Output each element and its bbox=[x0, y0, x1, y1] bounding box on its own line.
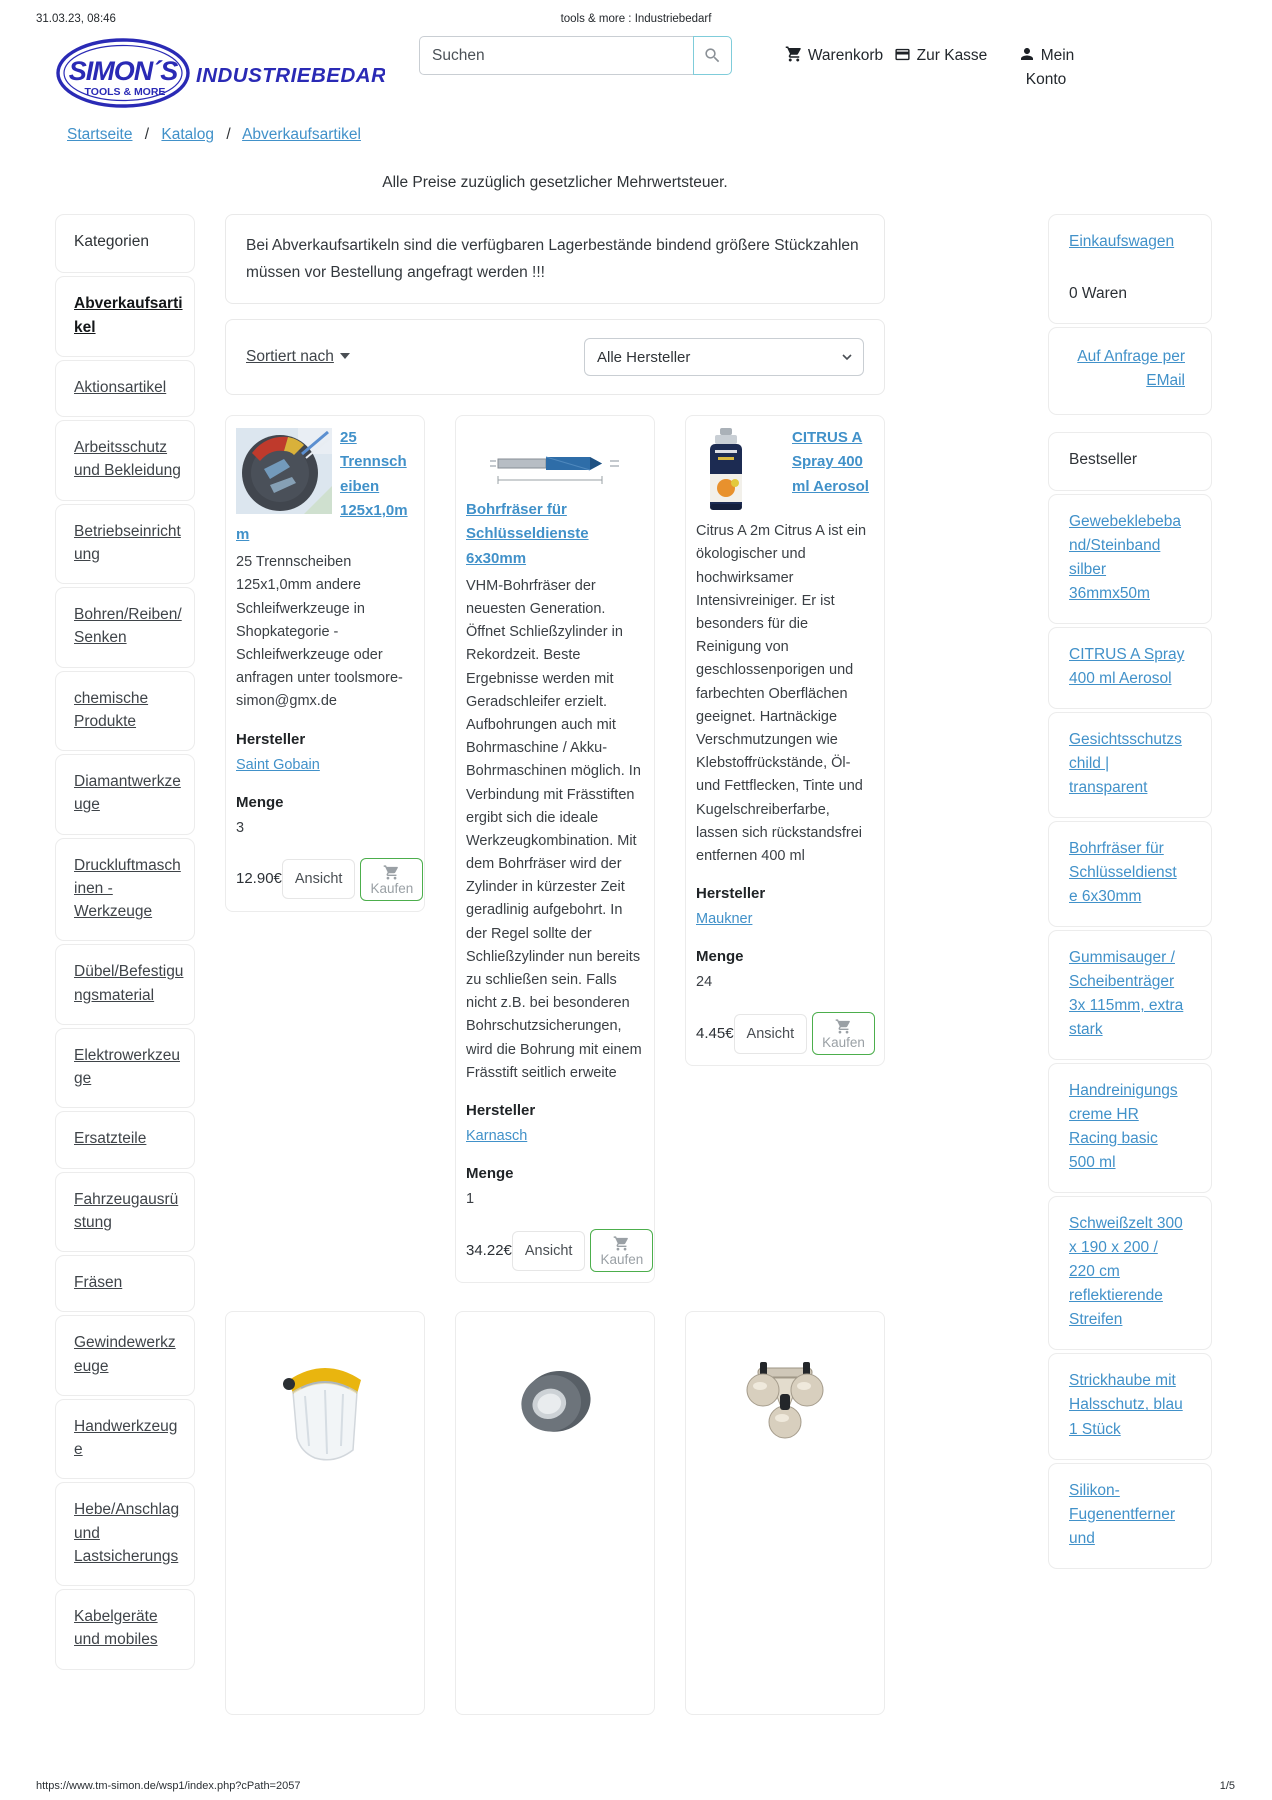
product-grid bbox=[225, 415, 885, 1715]
sort-bar bbox=[225, 319, 885, 395]
manufacturer-filter bbox=[584, 338, 864, 376]
sidebar-item-fahrzeugausruestung[interactable]: Fahrzeugausrüstung bbox=[74, 1190, 179, 1231]
quantity-label: Menge bbox=[696, 948, 744, 966]
product-card bbox=[685, 415, 885, 1066]
sidebar-item-aktionsartikel[interactable]: Aktionsartikel bbox=[74, 378, 167, 396]
quantity-label: Menge bbox=[236, 793, 284, 811]
bestseller-link-gesichtsschutzschild[interactable]: Gesichtsschutzschild | transparent bbox=[1069, 731, 1182, 797]
view-button[interactable]: Ansicht bbox=[282, 859, 356, 899]
listing-main bbox=[225, 214, 885, 1715]
bestseller-link-bohrfraeser[interactable]: Bohrfräser für Schlüsseldienste 6x30mm bbox=[1069, 840, 1177, 906]
product-image-spray-can[interactable] bbox=[696, 426, 756, 512]
sidebar-item-druckluft[interactable]: Druckluftmaschinen - Werkzeuge bbox=[74, 856, 181, 920]
logo-graphic bbox=[55, 36, 385, 110]
manufacturer-label: Hersteller bbox=[466, 1101, 536, 1119]
cart-panel-link[interactable]: Einkaufswagen bbox=[1069, 233, 1175, 250]
bestseller-link-handreinigungscreme[interactable]: Handreinigungscreme HR Racing basic 500 ml bbox=[1069, 1082, 1178, 1172]
breadcrumb-link-current[interactable]: Abverkaufsartikel bbox=[242, 126, 361, 143]
bestseller-title: Bestseller bbox=[1048, 432, 1212, 491]
print-datetime: 31.03.23, 08:46 bbox=[36, 13, 116, 25]
sidebar-item-duebel[interactable]: Dübel/Befestigungsmaterial bbox=[74, 963, 184, 1004]
product-description: VHM-Bohrfräser der neuesten Generation. Öffnet Schließzylinder in Rekordzeit. Beste Ergebnisse werden mit Geradschleifer erzielt. Aufbohrungen auch mit Bohrmaschine / Akku-Bohrmaschinen möglich. In Verbindung mit Frässtiften ergibt sich die ideale Werkzeugkombination. Mit dem Bohrfräser wird der Zylinder in kürzester Zeit geradlinig aufgebohrt. In der Regel sollte der Schließzylinder nun bereits zu schließen sein. Falls nicht z.B. bei besonderen Bohrschutzsicherungen, wird die Bohrung mit einem Frässtift seitlich erweite bbox=[466, 577, 642, 1081]
manufacturer-label: Hersteller bbox=[696, 885, 766, 903]
quantity-label: Menge bbox=[466, 1165, 514, 1183]
print-footer bbox=[36, 1780, 1235, 1792]
buy-cart-icon bbox=[383, 864, 400, 881]
buy-cart-icon bbox=[835, 1018, 852, 1035]
sidebar-item-abverkaufsartikel[interactable]: Abverkaufsartikel bbox=[74, 295, 183, 336]
view-button[interactable]: Ansicht bbox=[512, 1231, 586, 1271]
buy-cart-icon bbox=[613, 1235, 630, 1252]
product-description: Citrus A 2m Citrus A ist ein ökologischer und hochwirksamer Intensivreiniger. Er ist besonders für die Reinigung von geschlossenporigen und farbechten Oberflächen geeignet. Hartnäckige Verschmutzungen wie Klebstoffrückstände, Öl- und Fettflecken, Tinte und Kugelschreiberfarbe, lassen sich rückstandsfrei entfernen 400 ml bbox=[696, 523, 867, 864]
sidebar-item-kabelgeraete[interactable]: Kabelgeräte und mobiles bbox=[74, 1608, 158, 1649]
sidebar-item-hebe-anschlag[interactable]: Hebe/Anschlag und Lastsicherungs bbox=[74, 1501, 180, 1565]
footer-url: https://www.tm-simon.de/wsp1/index.php?cPath=2057 bbox=[36, 1780, 301, 1792]
product-card bbox=[225, 1311, 425, 1715]
bestseller-link-gewebeklebeband[interactable]: Gewebeklebeband/Steinband silber 36mmx50m bbox=[1069, 513, 1182, 603]
breadcrumb bbox=[0, 126, 1272, 144]
product-price: 34.22€ bbox=[466, 1241, 512, 1259]
quantity-value: 1 bbox=[466, 1191, 475, 1208]
product-image-face-shield[interactable] bbox=[275, 1354, 375, 1466]
sidebar-item-fraesen[interactable]: Fräsen bbox=[74, 1274, 123, 1291]
caret-down-icon bbox=[340, 353, 350, 359]
product-image-suction-lifter[interactable] bbox=[730, 1360, 840, 1448]
logo-name: SIMON´S bbox=[68, 56, 178, 86]
product-image-cutting-discs[interactable] bbox=[236, 428, 332, 514]
categories-panel bbox=[55, 214, 195, 1673]
site-header bbox=[0, 30, 1272, 116]
buy-button[interactable]: Kaufen bbox=[360, 858, 423, 901]
product-price: 4.45€ bbox=[696, 1024, 734, 1042]
email-request-panel bbox=[1048, 327, 1212, 415]
quantity-value: 24 bbox=[696, 974, 713, 991]
sort-link[interactable]: Sortiert nach bbox=[246, 348, 334, 366]
site-logo[interactable] bbox=[55, 36, 385, 115]
quantity-value: 3 bbox=[236, 819, 245, 836]
print-header bbox=[0, 0, 1272, 30]
breadcrumb-separator: / bbox=[144, 126, 150, 143]
search-bar bbox=[419, 36, 732, 75]
sidebar-item-chemische-produkte[interactable]: chemische Produkte bbox=[74, 689, 149, 730]
user-icon bbox=[1018, 45, 1036, 63]
content-columns bbox=[0, 214, 1272, 1715]
product-price: 12.90€ bbox=[236, 870, 282, 888]
logo-tagline: TOOLS & MORE bbox=[84, 86, 166, 98]
product-description: 25 Trennscheiben 125x1,0mm andere Schleifwerkzeuge in Shopkategorie - Schleifwerkzeuge oder anfragen unter toolsmore-simon@gmx.de bbox=[236, 554, 403, 710]
search-input[interactable] bbox=[419, 36, 693, 75]
sidebar-item-elektrowerkzeuge[interactable]: Elektrowerkzeuge bbox=[74, 1046, 180, 1087]
bestseller-link-schweisszelt[interactable]: Schweißzelt 300 x 190 x 200 / 220 cm reflektierende Streifen bbox=[1069, 1215, 1183, 1329]
breadcrumb-link-home[interactable]: Startseite bbox=[67, 126, 133, 143]
sidebar-item-bohren[interactable]: Bohren/Reiben/Senken bbox=[74, 606, 182, 647]
tax-note: Alle Preise zuzüglich gesetzlicher Mehrwertsteuer. bbox=[382, 174, 728, 191]
product-title-link[interactable]: CITRUS A Spray 400 ml Aerosol bbox=[792, 429, 869, 495]
manufacturer-label: Hersteller bbox=[236, 730, 306, 748]
product-card bbox=[225, 415, 425, 912]
search-button[interactable] bbox=[693, 36, 732, 75]
manufacturer-select[interactable] bbox=[584, 338, 864, 376]
nav-checkout-label: Zur Kasse bbox=[916, 47, 988, 64]
nav-checkout[interactable] bbox=[890, 44, 990, 92]
categories-title: Kategorien bbox=[55, 214, 195, 273]
sidebar-item-diamantwerkzeuge[interactable]: Diamantwerkzeuge bbox=[74, 773, 181, 814]
sidebar-item-ersatzteile[interactable]: Ersatzteile bbox=[74, 1130, 147, 1148]
right-sidebar bbox=[1048, 214, 1212, 1572]
product-card bbox=[455, 1311, 655, 1715]
product-card bbox=[455, 415, 655, 1283]
buy-button[interactable]: Kaufen bbox=[590, 1229, 653, 1272]
sidebar-item-betriebseinrichtung[interactable]: Betriebseinrichtung bbox=[74, 522, 181, 563]
credit-card-icon bbox=[893, 46, 912, 63]
manufacturer-link[interactable]: Saint Gobain bbox=[236, 756, 320, 773]
sidebar-item-gewindewerkzeuge[interactable]: Gewindewerkzeuge bbox=[74, 1334, 176, 1375]
cart-panel bbox=[1048, 214, 1212, 324]
print-title: tools & more : Industriebedarf bbox=[560, 13, 712, 25]
bestseller-link-gummisauger[interactable]: Gummisauger / Scheibenträger 3x 115mm, extra stark bbox=[1069, 949, 1184, 1039]
cart-icon bbox=[785, 45, 803, 63]
manufacturer-link[interactable]: Maukner bbox=[696, 911, 753, 928]
breadcrumb-separator: / bbox=[226, 126, 231, 143]
sidebar-item-arbeitsschutz[interactable]: Arbeitsschutz und Bekleidung bbox=[74, 439, 181, 480]
sidebar-item-handwerkzeuge[interactable]: Handwerkzeuge bbox=[74, 1417, 178, 1458]
nav-cart[interactable] bbox=[784, 44, 884, 92]
listing-notice: Bei Abverkaufsartikeln sind die verfügbaren Lagerbestände bindend größere Stückzahlen müssen vor Bestellung angefragt werden !!! bbox=[225, 214, 885, 304]
nav-account-label: Mein Konto bbox=[1025, 47, 1075, 89]
bestseller-link-silikon-fugenentferner[interactable]: Silikon-Fugenentferner und bbox=[1069, 1481, 1175, 1547]
view-button[interactable]: Ansicht bbox=[734, 1014, 808, 1054]
nav-cart-label: Warenkorb bbox=[807, 47, 884, 64]
nav-account[interactable] bbox=[996, 44, 1096, 92]
search-icon bbox=[703, 46, 722, 65]
product-image-tape-roll[interactable] bbox=[509, 1360, 601, 1444]
email-request-link[interactable]: Auf Anfrage per EMail bbox=[1077, 348, 1185, 390]
product-image-drill-bit[interactable] bbox=[490, 440, 620, 488]
footer-page-indicator: 1/5 bbox=[1219, 1780, 1235, 1792]
cart-count: 0 Waren bbox=[1069, 285, 1128, 303]
manufacturer-link[interactable]: Karnasch bbox=[466, 1127, 528, 1144]
buy-button[interactable]: Kaufen bbox=[812, 1012, 875, 1055]
product-title-link[interactable]: Bohrfräser für Schlüsseldienste 6x30mm bbox=[466, 501, 589, 567]
bestseller-link-citrus-spray[interactable]: CITRUS A Spray 400 ml Aerosol bbox=[1069, 646, 1185, 688]
header-nav bbox=[784, 44, 1096, 92]
product-card bbox=[685, 1311, 885, 1715]
breadcrumb-link-catalog[interactable]: Katalog bbox=[161, 126, 214, 143]
product-title-link[interactable]: 25 Trennscheiben 125x1,0mm bbox=[236, 429, 408, 543]
logo-wordmark: INDUSTRIEBEDARF bbox=[196, 64, 385, 87]
bestseller-link-strickhaube[interactable]: Strickhaube mit Halsschutz, blau 1 Stück bbox=[1069, 1372, 1183, 1438]
